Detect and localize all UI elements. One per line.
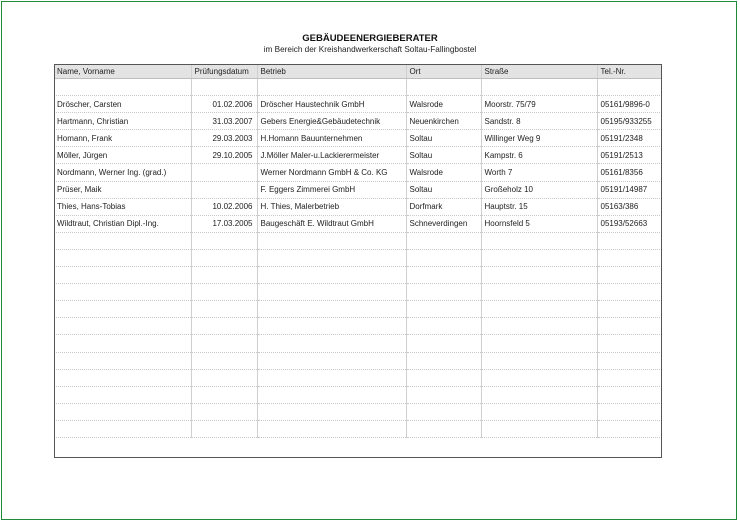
cell-ort: Schneverdingen — [406, 215, 481, 232]
cell-pruefungsdatum: 29.03.2003 — [191, 130, 257, 147]
empty-row — [54, 267, 662, 284]
cell-tel: 05191/2513 — [597, 147, 662, 164]
document-subtitle: im Bereich der Kreishandwerkerschaft Soltau-Fallingbostel — [263, 45, 477, 54]
empty-row — [54, 403, 662, 420]
cell-pruefungsdatum — [191, 164, 257, 181]
cell-tel: 05161/8356 — [597, 164, 662, 181]
cell-strasse: Sandstr. 8 — [481, 113, 597, 130]
cell-name: Nordmann, Werner Ing. (grad.) — [54, 164, 191, 181]
empty-row — [54, 386, 662, 403]
cell-strasse: Hoornsfeld 5 — [481, 215, 597, 232]
table-row — [54, 181, 662, 198]
table-row-spacer — [54, 79, 662, 96]
cell-name: Homann, Frank — [54, 130, 191, 147]
cell-strasse: Willinger Weg 9 — [481, 130, 597, 147]
header-tel: Tel.-Nr. — [597, 64, 662, 79]
cell-tel: 05161/9896-0 — [597, 96, 662, 113]
empty-row — [54, 232, 662, 249]
table-row — [54, 198, 662, 215]
empty-row — [54, 318, 662, 335]
table-header-row — [54, 64, 662, 79]
cell-ort: Soltau — [406, 181, 481, 198]
cell-name: Wildtraut, Christian Dipl.-Ing. — [54, 215, 191, 232]
cell-tel: 05193/52663 — [597, 215, 662, 232]
cell-ort: Dorfmark — [406, 198, 481, 215]
empty-row — [54, 249, 662, 266]
advisor-table — [54, 64, 662, 438]
empty-row — [54, 284, 662, 301]
cell-pruefungsdatum — [191, 181, 257, 198]
cell-betrieb: Baugeschäft E. Wildtraut GmbH — [257, 215, 406, 232]
cell-name: Thies, Hans-Tobias — [54, 198, 191, 215]
cell-tel: 05191/14987 — [597, 181, 662, 198]
cell-ort: Neuenkirchen — [406, 113, 481, 130]
cell-betrieb: Gebers Energie&Gebäudetechnik — [257, 113, 406, 130]
cell-name: Hartmann, Christian — [54, 113, 191, 130]
header-name: Name, Vorname — [54, 64, 191, 79]
cell-strasse: Worth 7 — [481, 164, 597, 181]
empty-row — [54, 352, 662, 369]
document-title: GEBÄUDEENERGIEBERATER — [302, 33, 438, 44]
header-strasse: Straße — [481, 64, 597, 79]
cell-tel: 05163/386 — [597, 198, 662, 215]
cell-name: Dröscher, Carsten — [54, 96, 191, 113]
table-body — [54, 79, 662, 438]
empty-row — [54, 335, 662, 352]
cell-pruefungsdatum: 31.03.2007 — [191, 113, 257, 130]
cell-pruefungsdatum: 29.10.2005 — [191, 147, 257, 164]
cell-pruefungsdatum: 10.02.2006 — [191, 198, 257, 215]
header-pruefungsdatum: Prüfungsdatum — [191, 64, 257, 79]
cell-ort: Soltau — [406, 130, 481, 147]
cell-betrieb: J.Möller Maler-u.Lackierermeister — [257, 147, 406, 164]
table-row — [54, 113, 662, 130]
cell-betrieb: Dröscher Haustechnik GmbH — [257, 96, 406, 113]
cell-name: Möller, Jürgen — [54, 147, 191, 164]
header-betrieb: Betrieb — [257, 64, 406, 79]
table-row — [54, 215, 662, 232]
table-row — [54, 147, 662, 164]
cell-betrieb: F. Eggers Zimmerei GmbH — [257, 181, 406, 198]
header-ort: Ort — [406, 64, 481, 79]
empty-row — [54, 369, 662, 386]
cell-strasse: Hauptstr. 15 — [481, 198, 597, 215]
cell-betrieb: H. Thies, Malerbetrieb — [257, 198, 406, 215]
cell-tel: 05195/933255 — [597, 113, 662, 130]
table-row — [54, 96, 662, 113]
cell-pruefungsdatum: 01.02.2006 — [191, 96, 257, 113]
cell-ort: Soltau — [406, 147, 481, 164]
table-row — [54, 130, 662, 147]
cell-ort: Walsrode — [406, 96, 481, 113]
cell-strasse: Kampstr. 6 — [481, 147, 597, 164]
cell-pruefungsdatum: 17.03.2005 — [191, 215, 257, 232]
cell-name: Prüser, Maik — [54, 181, 191, 198]
cell-tel: 05191/2348 — [597, 130, 662, 147]
cell-betrieb: Werner Nordmann GmbH & Co. KG — [257, 164, 406, 181]
cell-strasse: Großeholz 10 — [481, 181, 597, 198]
cell-betrieb: H.Homann Bauunternehmen — [257, 130, 406, 147]
cell-strasse: Moorstr. 75/79 — [481, 96, 597, 113]
cell-ort: Walsrode — [406, 164, 481, 181]
table-row — [54, 164, 662, 181]
empty-row — [54, 301, 662, 318]
empty-row — [54, 420, 662, 437]
